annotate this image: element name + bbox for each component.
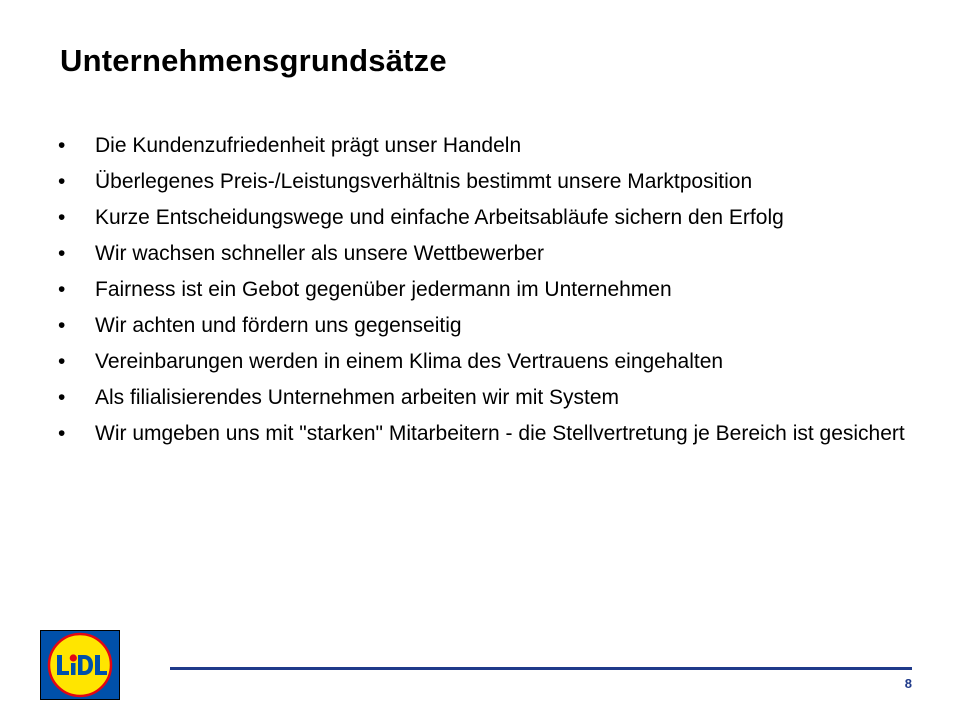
bullet-text: Vereinbarungen werden in einem Klima des Vertrauens eingehalten bbox=[95, 350, 724, 373]
page-number: 8 bbox=[904, 676, 912, 691]
bullet-dot: • bbox=[58, 386, 66, 409]
bullet-text: Fairness ist ein Gebot gegenüber jedermann im Unternehmen bbox=[95, 278, 672, 301]
bullet-text: Die Kundenzufriedenheit prägt unser Handeln bbox=[95, 134, 522, 157]
bullet-item bbox=[58, 349, 908, 374]
bullet-dot: • bbox=[58, 170, 66, 193]
bullet-text: Überlegenes Preis-/Leistungsverhältnis bestimmt unsere Marktposition bbox=[95, 170, 753, 193]
lidl-logo-icon bbox=[40, 630, 120, 700]
bullet-dot: • bbox=[58, 422, 66, 445]
bullet-dot: • bbox=[58, 278, 66, 301]
bullet-dot: • bbox=[58, 314, 66, 337]
bullet-list bbox=[58, 133, 908, 457]
bullet-item bbox=[58, 421, 908, 446]
bullet-item bbox=[58, 241, 908, 266]
slide-title: Unternehmensgrundsätze bbox=[60, 43, 447, 78]
bullet-text: Wir achten und fördern uns gegenseitig bbox=[95, 314, 462, 337]
bullet-dot: • bbox=[58, 242, 66, 265]
bullet-item bbox=[58, 385, 908, 410]
bullet-item bbox=[58, 277, 908, 302]
bullet-item bbox=[58, 133, 908, 158]
footer-divider bbox=[170, 667, 912, 670]
bullet-item bbox=[58, 313, 908, 338]
bullet-item bbox=[58, 205, 908, 230]
bullet-text: Kurze Entscheidungswege und einfache Arbeitsabläufe sichern den Erfolg bbox=[95, 206, 784, 229]
bullet-item bbox=[58, 169, 908, 194]
bullet-text: Wir umgeben uns mit "starken" Mitarbeitern - die Stellvertretung je Bereich ist gesichert bbox=[95, 422, 905, 445]
bullet-dot: • bbox=[58, 134, 66, 157]
bullet-text: Wir wachsen schneller als unsere Wettbewerber bbox=[95, 242, 544, 265]
bullet-dot: • bbox=[58, 350, 66, 373]
bullet-text: Als filialisierendes Unternehmen arbeiten wir mit System bbox=[95, 386, 620, 409]
bullet-dot: • bbox=[58, 206, 66, 229]
